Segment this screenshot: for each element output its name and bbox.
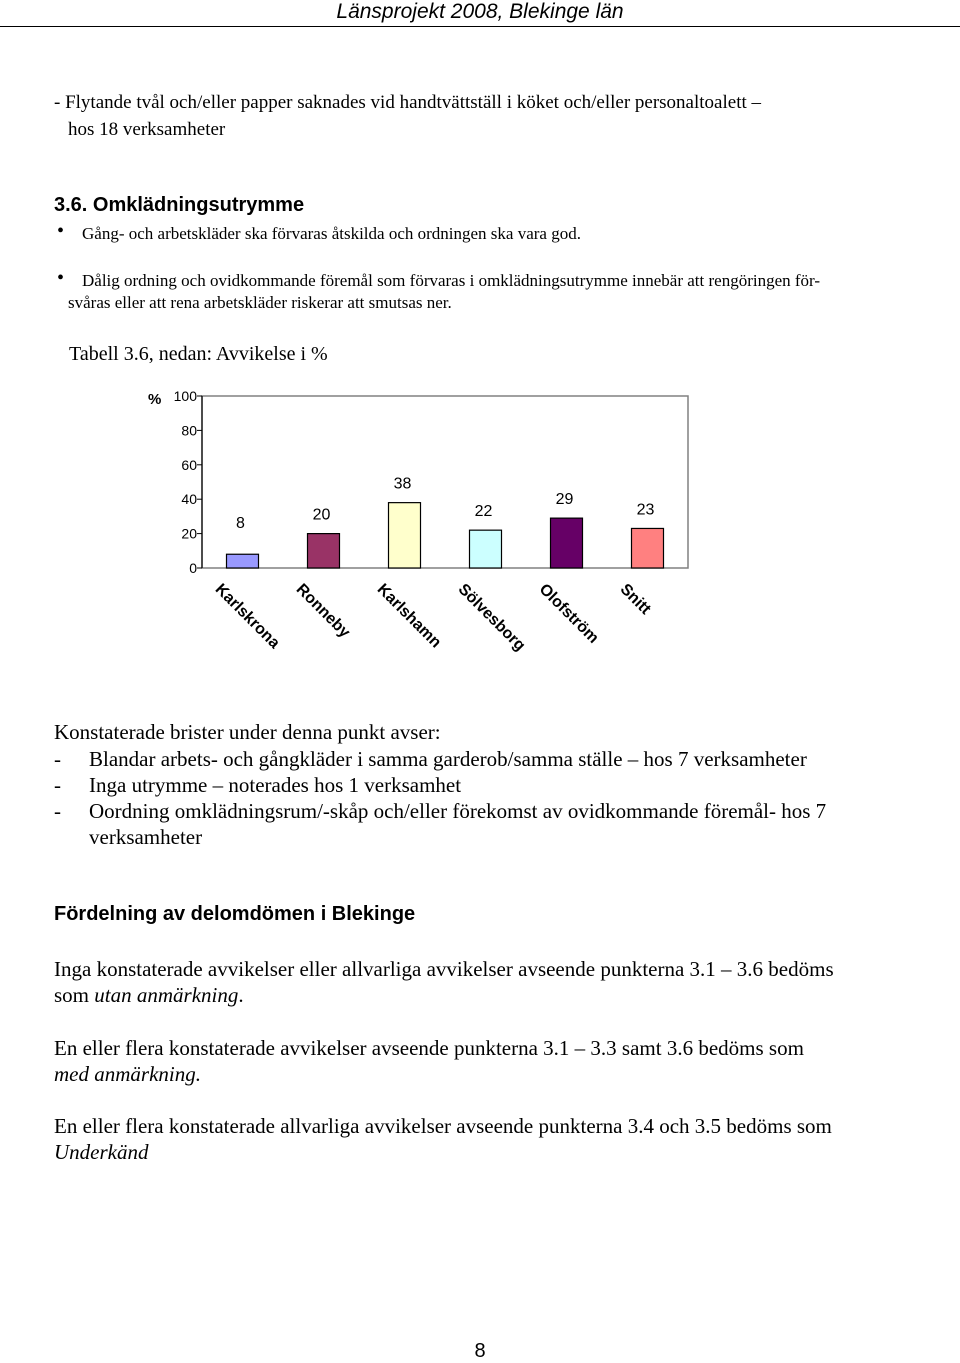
section-heading: 3.6. Omklädningsutrymme <box>54 194 305 216</box>
page-number: 8 <box>474 1340 486 1362</box>
findings-item-3 <box>54 798 61 825</box>
y-tick-label: 40 <box>181 491 197 508</box>
intro-item-line1: Flytande tvål och/eller papper saknades vid handtvättställ i köket och/eller personaltoalett – <box>65 92 761 113</box>
bar-snitt <box>632 528 664 568</box>
distribution-paragraph-1-line1: Inga konstaterade avvikelser eller allvarliga avvikelser avseende punkterna 3.1 – 3.6 bedöms <box>54 957 834 981</box>
distribution-paragraph-2-line1: En eller flera konstaterade avvikelser avseende punkterna 3.1 – 3.3 samt 3.6 bedöms som <box>54 1036 804 1060</box>
intro-item <box>54 89 761 116</box>
intro-item-dash: - <box>54 92 61 113</box>
bar-ronneby <box>308 534 340 568</box>
bullet-2-symbol: • <box>57 267 65 289</box>
findings-item-3-line1: Oordning omklädningsrum/-skåp och/eller förekomst av ovidkommande föremål- hos 7 <box>89 799 827 823</box>
data-label: 23 <box>636 501 655 519</box>
bullet-2-line1: Dålig ordning och ovidkommande föremål som förvaras i omklädningsutrymme innebär att rengöringen för- <box>82 271 821 290</box>
findings-item-3-line2: verksamheter <box>89 825 203 849</box>
x-tick-label: Sölvesborg <box>454 580 529 655</box>
distribution-paragraph-3-line2 <box>54 1139 148 1166</box>
y-tick-label: 0 <box>189 560 197 576</box>
bar-karlshamn <box>389 503 421 568</box>
distribution-heading: Fördelning av delomdömen i Blekinge <box>54 903 416 925</box>
header-divider <box>0 26 960 27</box>
data-label: 29 <box>555 491 574 509</box>
distribution-paragraph-1-suffix: . <box>238 983 244 1007</box>
y-tick-label: 20 <box>181 525 197 542</box>
findings-intro: Konstaterade brister under denna punkt avser: <box>54 720 441 744</box>
findings-item-1-text: Blandar arbets- och gångkläder i samma garderob/samma ställe – hos 7 verksamheter <box>89 747 807 771</box>
findings-item-1-dash: - <box>54 747 61 771</box>
x-tick-label: Ronneby <box>292 580 354 642</box>
intro-item-line2: hos 18 verksamheter <box>68 119 226 140</box>
distribution-paragraph-1-prefix: som <box>54 983 95 1007</box>
bar-olofström <box>551 518 583 568</box>
x-tick-label: Karlshamn <box>373 580 445 652</box>
distribution-paragraph-2-italic: med anmärkning. <box>54 1062 201 1086</box>
findings-item-2 <box>54 772 61 799</box>
bullet-1-symbol: • <box>57 220 65 242</box>
table-caption: Tabell 3.6, nedan: Avvikelse i % <box>69 343 328 365</box>
data-label: 20 <box>312 506 331 524</box>
x-tick-label: Karlskrona <box>211 580 283 652</box>
data-label: 38 <box>393 475 412 493</box>
distribution-paragraph-1-line2 <box>54 982 244 1009</box>
bar-karlskrona <box>227 554 259 568</box>
y-axis-label: % <box>148 391 162 408</box>
x-tick-label: Snitt <box>616 580 654 618</box>
bar-sölvesborg <box>470 530 502 568</box>
distribution-paragraph-1-italic: utan anmärkning <box>94 983 239 1007</box>
y-tick-label: 100 <box>173 388 197 404</box>
y-tick-label: 60 <box>181 456 197 473</box>
distribution-paragraph-3-line1: En eller flera konstaterade allvarliga avvikelser avseende punkterna 3.4 och 3.5 bedöms som <box>54 1114 832 1138</box>
x-tick-label: Olofström <box>535 580 602 647</box>
distribution-paragraph-3-italic: Underkänd <box>54 1140 149 1164</box>
y-tick-label: 80 <box>181 422 197 439</box>
bullet-1-text: Gång- och arbetskläder ska förvaras åtskilda och ordningen ska vara god. <box>82 224 581 243</box>
running-header: Länsprojekt 2008, Blekinge län <box>336 0 624 23</box>
findings-item-2-dash: - <box>54 773 61 797</box>
data-label: 22 <box>474 503 493 521</box>
deviation-bar-chart <box>130 380 750 700</box>
data-label: 8 <box>236 515 245 532</box>
bullet-2-line2: svåras eller att rena arbetskläder riskerar att smutsas ner. <box>68 293 452 312</box>
plot-frame <box>202 396 688 568</box>
findings-item-2-text: Inga utrymme – noterades hos 1 verksamhet <box>89 773 462 797</box>
distribution-paragraph-2-line2 <box>54 1061 201 1088</box>
findings-item-3-dash: - <box>54 799 61 823</box>
findings-item-1 <box>54 746 61 773</box>
